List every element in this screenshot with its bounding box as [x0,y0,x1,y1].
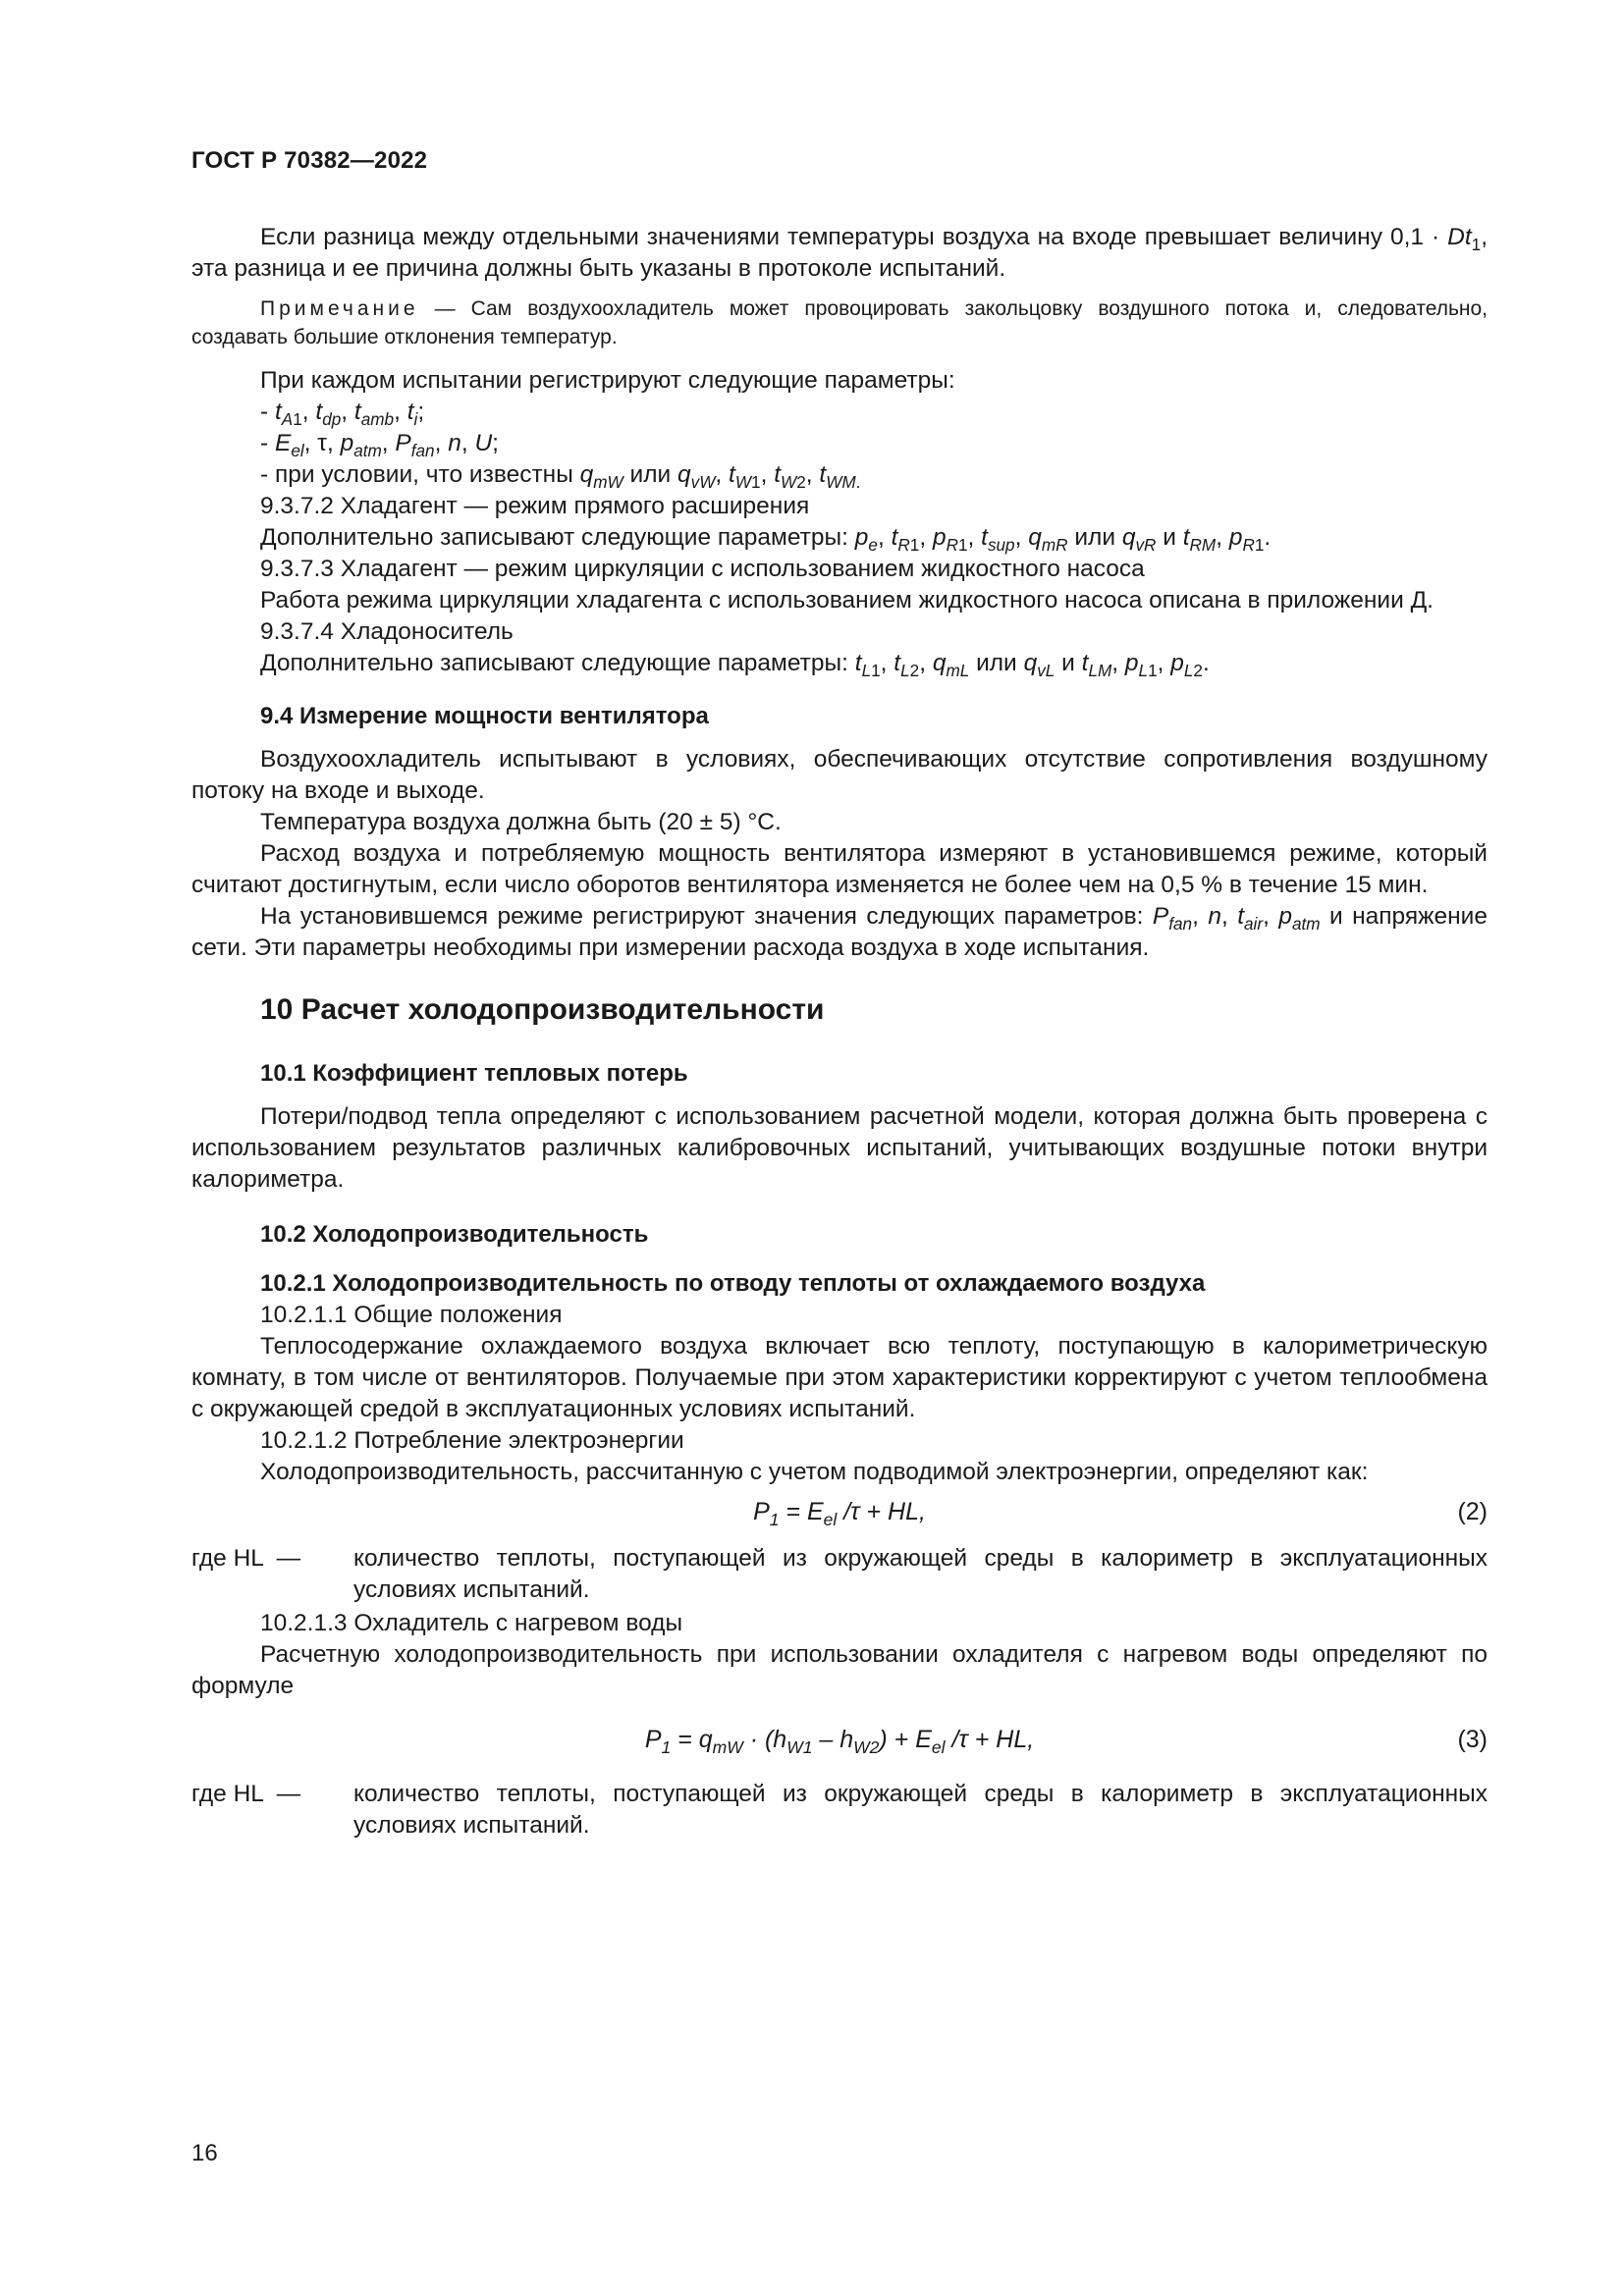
paragraph-9-4-4: На установившемся режиме регистрируют значения следующих параметров: $P_{fan}$, n, $t_{air}$, $p_{atm}$ и напряжение сети. Эти параметры необходимы при измерении расхода воздуха в ходе испытания. [191,903,1488,961]
paragraph-10212: Холодопроизводительность, рассчитанную с учетом подводимой электроэнергии, определяют как: [260,1459,1369,1485]
where-text: количество теплоты, поступающей из окружающей среды в калориметр в эксплуатационных условиях испытаний. [353,1545,1488,1603]
brine-params: Дополнительно записывают следующие параметры: $t_{L1}$, $t_{L2}$, $q_{mL}$ или $q_{vL}$ и $t_{LM}$, $p_{L1}$, $p_{L2}$. [260,650,1210,680]
paragraph-9-4-1: Воздухоохладитель испытывают в условиях, обеспечивающих отсутствие сопротивления воздушному потоку на входе и выходе. [191,746,1488,804]
param-list-item-1: - $t_{A1}$, $t_{dp}$, $t_{amb}$, $t_i$; [260,399,425,429]
refrigerant-dx-params: Дополнительно записывают следующие параметры: $p_e$, $t_{R1}$, $p_{R1}$, $t_{sup}$, $q_{mR}$ или $q_{vR}$ и $t_{RM}$, $p_{R1}$. [260,524,1272,555]
page-content [191,222,1488,1842]
section-9373-text: Работа режима циркуляции хладагента с использованием жидкостного насоса описана в приложении Д. [260,587,1434,614]
paragraph-9-4-2: Температура воздуха должна быть (20 ± 5) °C. [260,809,782,835]
paragraph-10211: Теплосодержание охлаждаемого воздуха включает всю теплоту, поступающую в калориметрическую комнату, в том числе от вентиляторов. Получаемые при этом характеристики корректируют с учетом теплообмена с окружающей средой в эксплуатационных условиях испытаний. [191,1333,1488,1422]
where-clause-2 [191,1779,1488,1842]
paragraph-9-4-3: Расход воздуха и потребляемую мощность вентилятора измеряют в установившемся режиме, который считают достигнутым, если число оборотов вентилятора изменяется не более чем на 0,5 % в течение 15 мин. [191,840,1488,898]
section-10212: 10.2.1.2 Потребление электроэнергии [260,1427,684,1454]
equation-2 [191,1494,1488,1529]
paragraph-10-1: Потери/подвод тепла определяют с использованием расчетной модели, которая должна быть проверена с использованием результатов различных калибровочных испытаний, учитывающих воздушные потоки внутри калориметра. [191,1103,1488,1193]
where-lead: где HL — [191,1781,301,1807]
equation-3-number: (3) [1457,1726,1488,1753]
where-clause-1 [191,1543,1488,1606]
document-header: ГОСТ Р 70382—2022 [191,147,428,174]
paragraph-temperature-difference: Если разница между отдельными значениями температуры воздуха на входе превышает величину $0,1 \cdot Dt_1$, эта разница и ее причина должны быть указаны в протоколе испытаний. [191,224,1488,282]
where-text: количество теплоты, поступающей из окружающей среды в калориметр в эксплуатационных условиях испытаний. [353,1781,1488,1839]
section-9373: 9.3.7.3 Хладагент — режим циркуляции с использованием жидкостного насоса [260,556,1145,582]
equation-2-number: (2) [1457,1498,1488,1525]
heading-9-4: 9.4 Измерение мощности вентилятора [260,703,709,729]
section-10213: 10.2.1.3 Охладитель с нагревом воды [260,1610,683,1636]
page-number: 16 [191,2140,218,2166]
paragraph-10213: Расчетную холодопроизводительность при использовании охладителя с нагревом воды определяют по формуле [191,1641,1488,1699]
section-9372: 9.3.7.2 Хладагент — режим прямого расширения [260,493,810,519]
note-paragraph: Примечание — Сам воздухоохладитель может провоцировать закольцовку воздушного потока и, следовательно, создавать большие отклонения температур. [191,297,1488,348]
note-label: Примечание [260,297,419,320]
param-list-item-3: - при условии, что известны $q_{mW}$ или $q_{vW}$, $t_{W1}$, $t_{W2}$, $t_{WM.}$ [260,461,861,492]
param-list-item-2: - $E_{el}$, τ, $p_{atm}$, $P_{fan}$, n, U; [260,430,499,460]
section-9374: 9.3.7.4 Хладоноситель [260,618,514,645]
equation-3-expression: $P_1 = q_{mW} \cdot (h_{W1} - h_{W2}) + E_{el}$ /τ + HL, [644,1726,1035,1758]
heading-chapter-10: 10 Расчет холодопроизводительности [260,993,825,1026]
heading-10-2-1: 10.2.1 Холодопроизводительность по отводу теплоты от охлаждаемого воздуха [260,1270,1206,1297]
section-10211: 10.2.1.1 Общие положения [260,1302,563,1328]
params-intro: При каждом испытании регистрируют следующие параметры: [260,367,955,394]
where-lead: где HL — [191,1545,301,1572]
heading-10-2: 10.2 Холодопроизводительность [260,1221,649,1248]
heading-10-1: 10.1 Коэффициент тепловых потерь [260,1060,688,1087]
equation-3 [191,1722,1488,1757]
equation-2-expression: $P_1 = E_{el}$ /τ + HL, [753,1498,926,1530]
